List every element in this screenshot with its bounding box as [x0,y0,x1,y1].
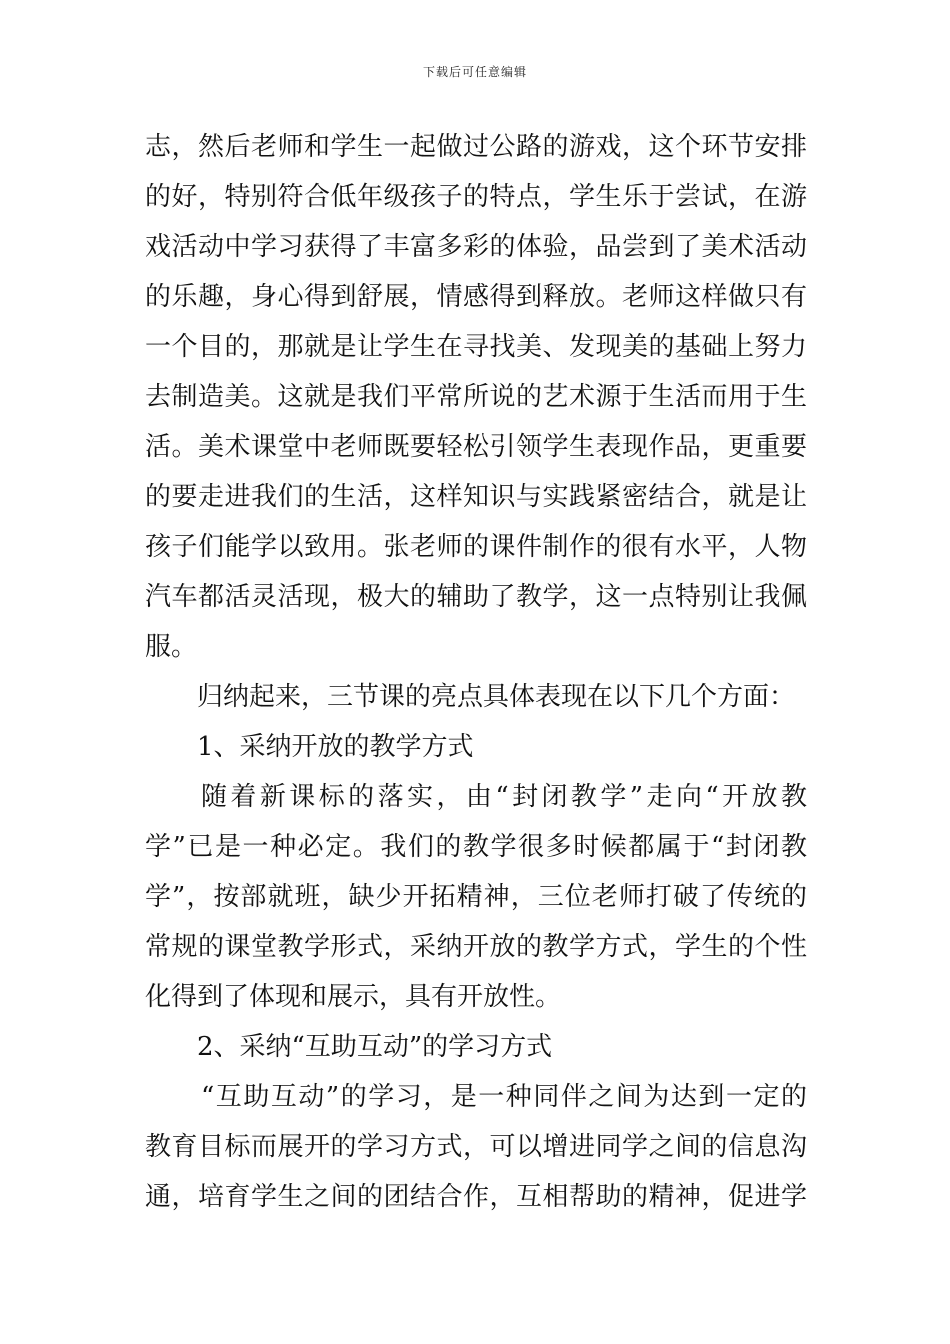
document-body [145,122,807,1222]
text-line: 一个目的，那就是让学生在寻找美、发现美的基础上努力 [145,332,807,362]
text-line: 汽车都活灵活现，极大的辅助了教学，这一点特别让我佩 [145,582,807,612]
text-line: 戏活动中学习获得了丰富多彩的体验，品尝到了美术活动 [145,232,807,262]
section-1-heading: 1、采纳开放的教学方式 [197,732,474,762]
text-line: 学”，按部就班，缺少开拓精神，三位老师打破了传统的 [145,882,807,912]
text-line: 去制造美。这就是我们平常所说的艺术源于生活而用于生 [145,382,807,412]
text-line: 通，培育学生之间的团结合作，互相帮助的精神，促进学 [145,1182,807,1212]
text-line: 孩子们能学以致用。张老师的课件制作的很有水平，人物 [145,532,807,562]
section-1-body [145,772,807,1022]
text-line: 化得到了体现和展示，具有开放性。 [145,982,562,1012]
text-line: 随着新课标的落实，由“封闭教学”走向“开放教 [201,782,807,812]
text-line: 学”已是一种必定。我们的教学很多时候都属于“封闭教 [145,832,807,862]
summary-line: 归纳起来，三节课的亮点具体表现在以下几个方面： [197,682,796,712]
page-header: 下载后可任意编辑 [422,65,527,79]
text-line: “互助互动”的学习，是一种同伴之间为达到一定的 [201,1082,807,1112]
text-line: 的好，特别符合低年级孩子的特点，学生乐于尝试，在游 [145,182,807,212]
text-line: 活。美术课堂中老师既要轻松引领学生表现作品，更重要 [145,432,807,462]
text-line: 志，然后老师和学生一起做过公路的游戏，这个环节安排 [145,132,807,162]
section-2-heading: 2、采纳“互助互动”的学习方式 [197,1032,553,1062]
section-2-body [145,1072,807,1222]
text-line: 的乐趣，身心得到舒展，情感得到释放。老师这样做只有 [145,282,807,312]
paragraph-1 [145,122,807,672]
text-line: 常规的课堂教学形式，采纳开放的教学方式，学生的个性 [145,932,807,962]
text-line: 的要走进我们的生活，这样知识与实践紧密结合，就是让 [145,482,807,512]
text-line: 教育目标而展开的学习方式，可以增进同学之间的信息沟 [145,1132,807,1162]
text-line: 服。 [145,632,198,662]
